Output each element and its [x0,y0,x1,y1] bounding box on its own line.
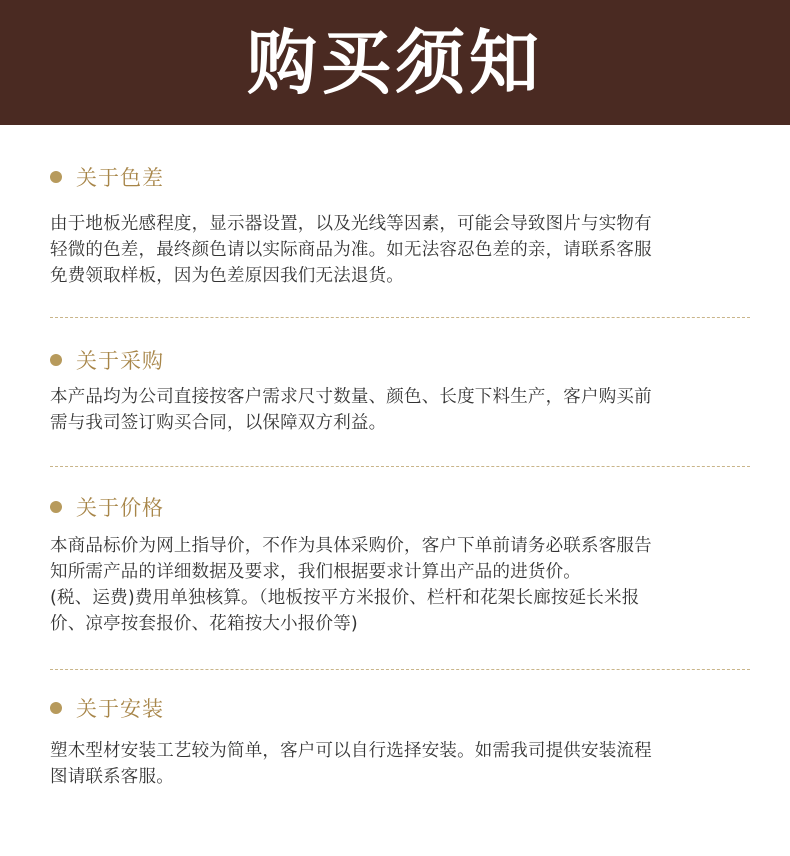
section-header-purchasing [50,340,750,380]
section-text-color-difference: 由于地板光感程度，显示器设置，以及光线等因素，可能会导致图片与实物有 轻微的色差，最终颜色请以实际商品为准。如无法容忍色差的亲，请联系客服 免费领取样板，因为色差原因我们无法退货。 [50,214,652,286]
section-text-price: 本商品标价为网上指导价，不作为具体采购价，客户下单前请务必联系客服告 知所需产品的详细数据及要求，我们根据要求计算出产品的进货价。 (税、运费)费用单独核算。（地板按平方米报价、栏杆和花架长廊按延长米报 价、凉亭按套报价、花箱按大小报价等) [50,536,652,634]
page-title: 购买须知 [247,21,543,104]
header-banner [0,0,790,125]
section-header-installation [50,688,750,728]
section-header-price [50,487,750,527]
bullet-dot-icon [50,354,62,366]
section-title: 关于价格 [76,496,164,520]
section-title: 关于安装 [76,697,164,721]
section-text-purchasing: 本产品均为公司直接按客户需求尺寸数量、颜色、长度下料生产，客户购买前 需与我司签订购买合同，以保障双方利益。 [50,387,652,433]
bullet-dot-icon [50,171,62,183]
section-divider [50,669,750,670]
section-header-color-difference [50,157,750,197]
section-text-installation: 塑木型材安装工艺较为简单，客户可以自行选择安装。如需我司提供安装流程 图请联系客服。 [50,741,652,787]
section-title: 关于采购 [76,349,164,373]
section-divider [50,317,750,318]
section-title: 关于色差 [76,166,164,190]
bullet-dot-icon [50,501,62,513]
notice-content [0,157,790,790]
section-divider [50,466,750,467]
bullet-dot-icon [50,702,62,714]
